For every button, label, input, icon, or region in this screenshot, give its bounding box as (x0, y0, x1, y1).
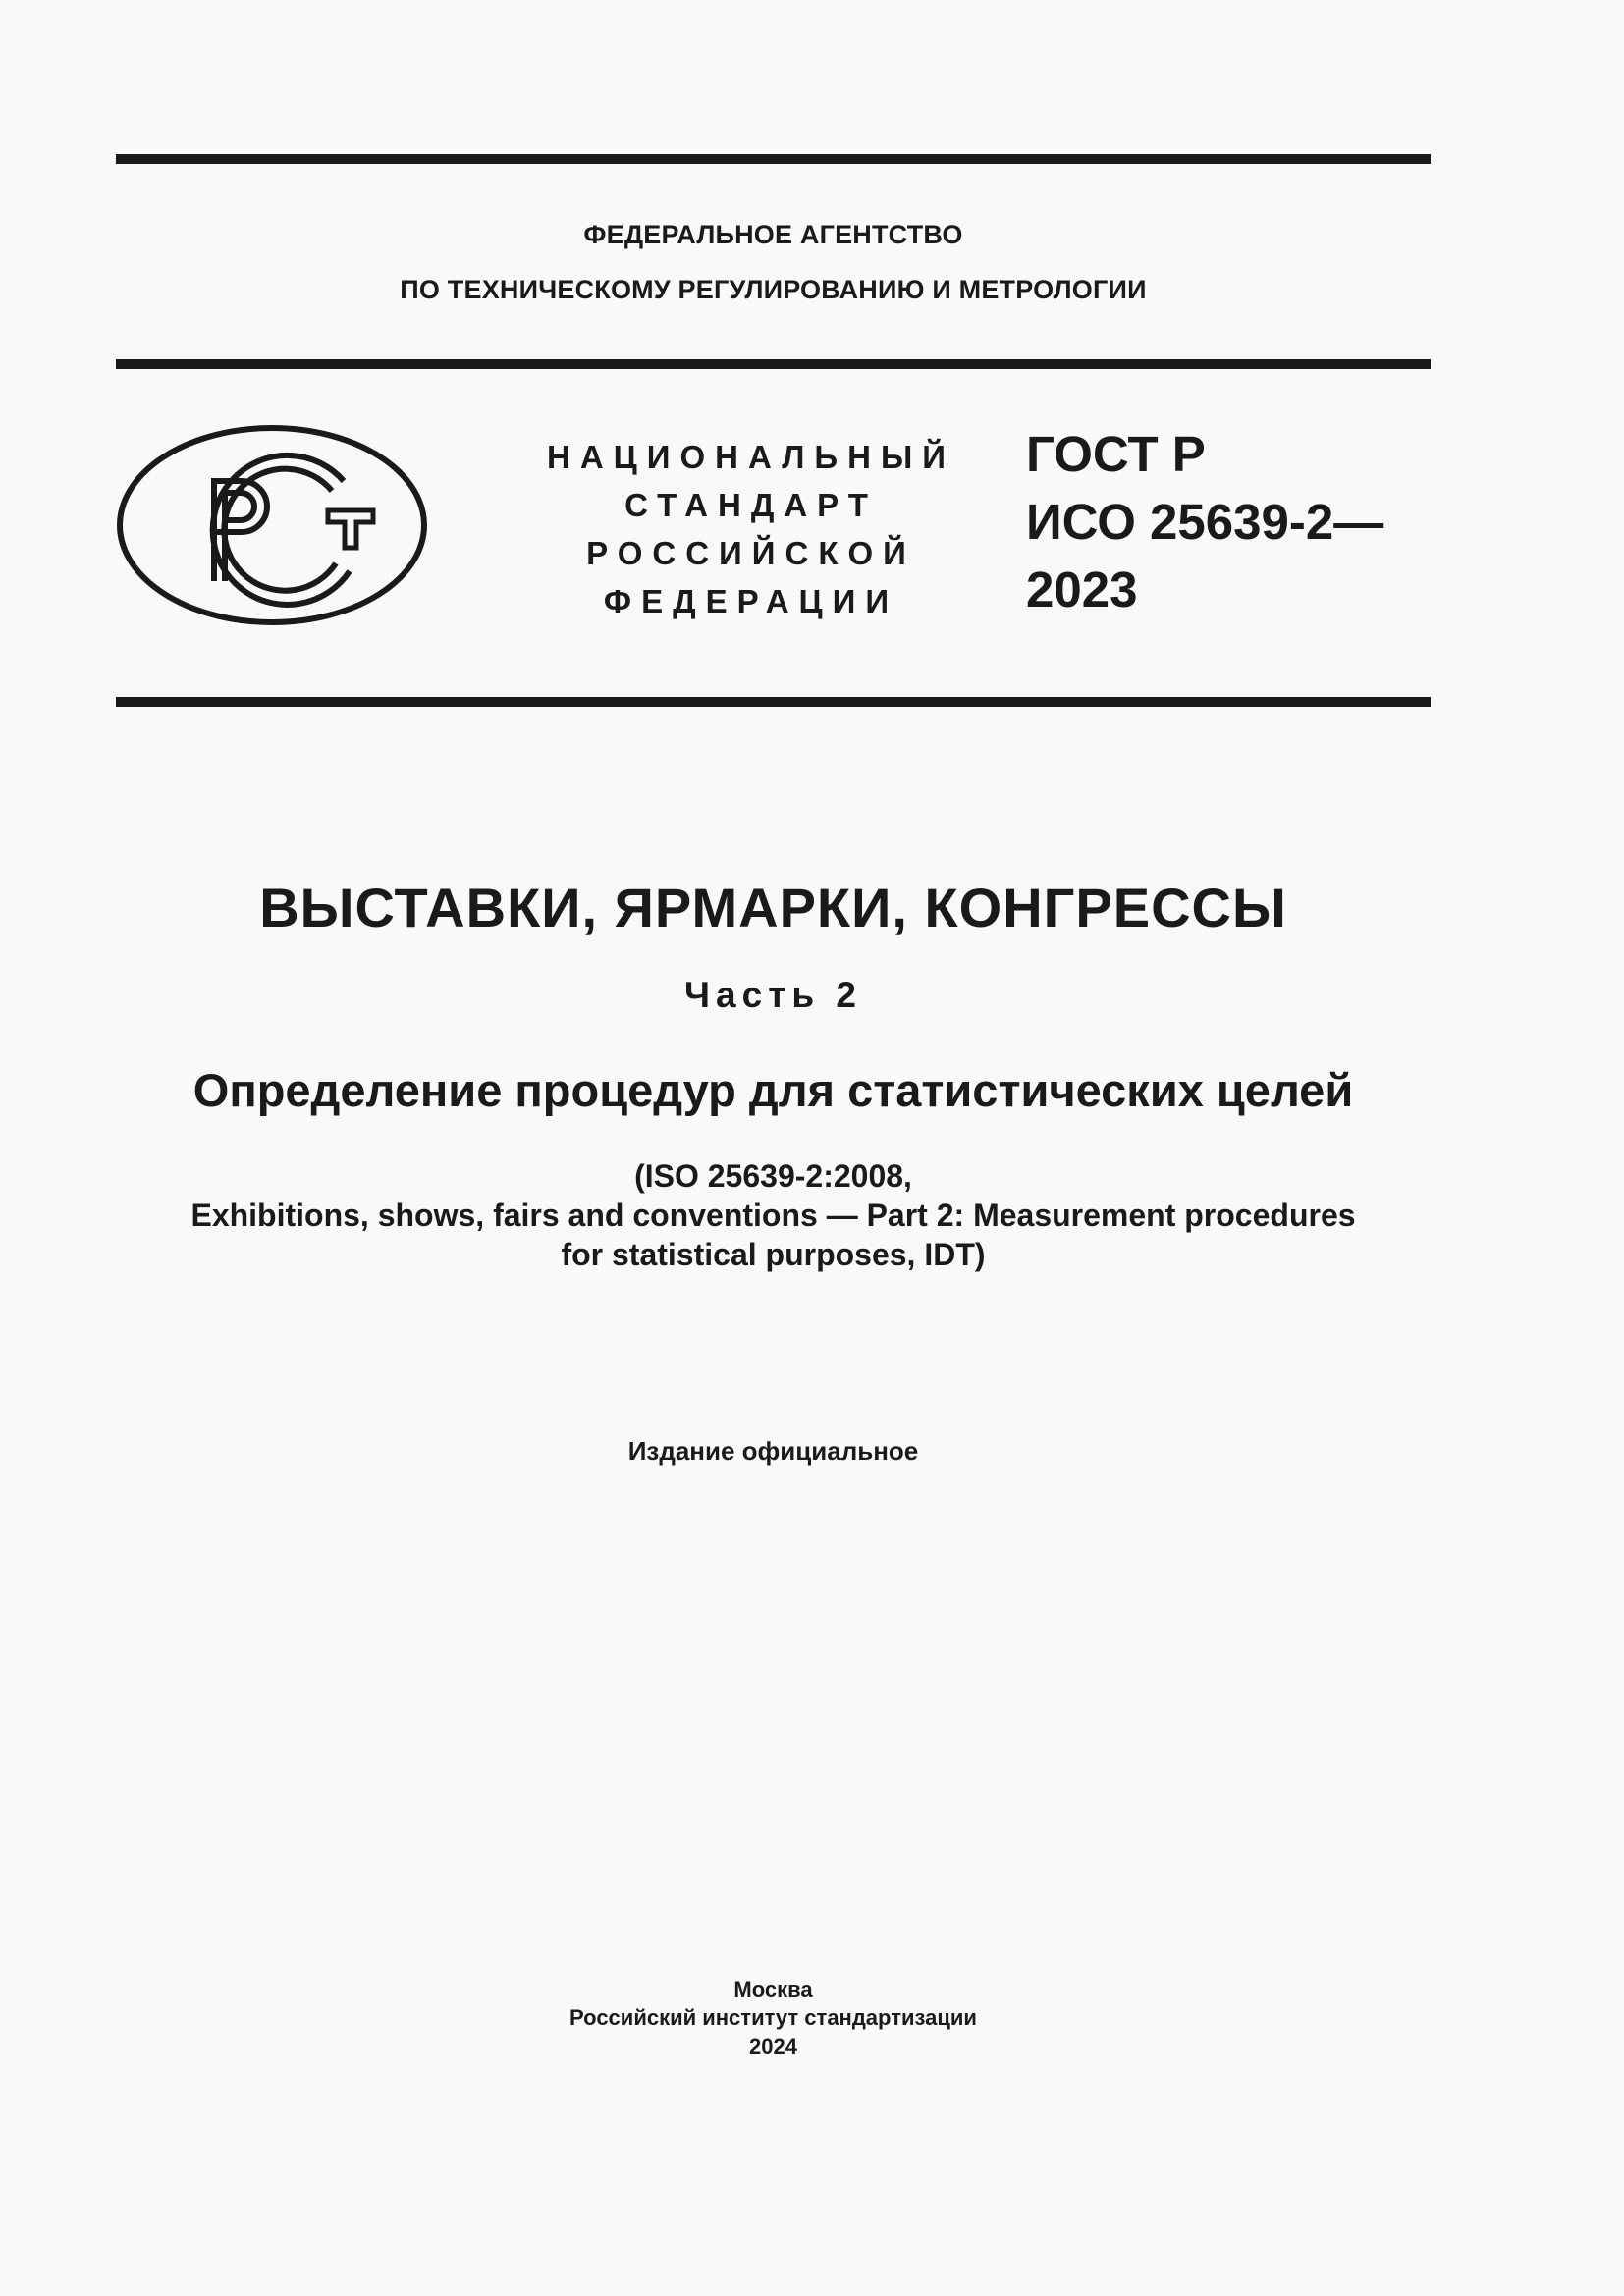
document-subtitle: Определение процедур для статистических целей (192, 1064, 1354, 1116)
rst-logo (116, 424, 428, 626)
iso-reference-line-2: Exhibitions, shows, fairs and conventions — Part 2: Measurement procedures (190, 1198, 1356, 1233)
publisher-city: Москва (733, 1977, 813, 2002)
designation-line-3: 2023 (1026, 561, 1138, 617)
national-standard-line-1: НАЦИОНАЛЬНЫЙ (547, 439, 955, 475)
publisher-year: 2024 (749, 2034, 797, 2058)
national-standard-line-3: РОССИЙСКОЙ (586, 535, 916, 571)
agency-line-1: ФЕДЕРАЛЬНОЕ АГЕНТСТВО (583, 220, 963, 249)
edition-label: Издание официальное (627, 1436, 919, 1466)
iso-reference (116, 1156, 1431, 1274)
header-rule (116, 359, 1431, 369)
national-standard-line-4: ФЕДЕРАЦИИ (603, 583, 899, 619)
publisher-block (116, 1975, 1431, 2060)
designation-line-1: ГОСТ Р (1026, 426, 1206, 482)
national-standard-line-2: СТАНДАРТ (624, 487, 878, 523)
national-standard-label (530, 433, 972, 625)
iso-reference-line-1: (ISO 25639-2:2008, (634, 1158, 912, 1194)
publisher-institute: Российский институт стандартизации (569, 2005, 977, 2030)
designation-line-2: ИСО 25639-2— (1026, 494, 1384, 550)
iso-reference-line-3: for statistical purposes, IDT) (561, 1237, 986, 1272)
top-rule (116, 154, 1431, 164)
document-title: ВЫСТАВКИ, ЯРМАРКИ, КОНГРЕССЫ (259, 877, 1287, 938)
standard-designation (1026, 420, 1383, 623)
designation-rule (116, 697, 1431, 707)
agency-line-2: ПО ТЕХНИЧЕСКОМУ РЕГУЛИРОВАНИЮ И МЕТРОЛОГИИ (400, 275, 1147, 304)
part-label: Часть 2 (684, 975, 862, 1015)
